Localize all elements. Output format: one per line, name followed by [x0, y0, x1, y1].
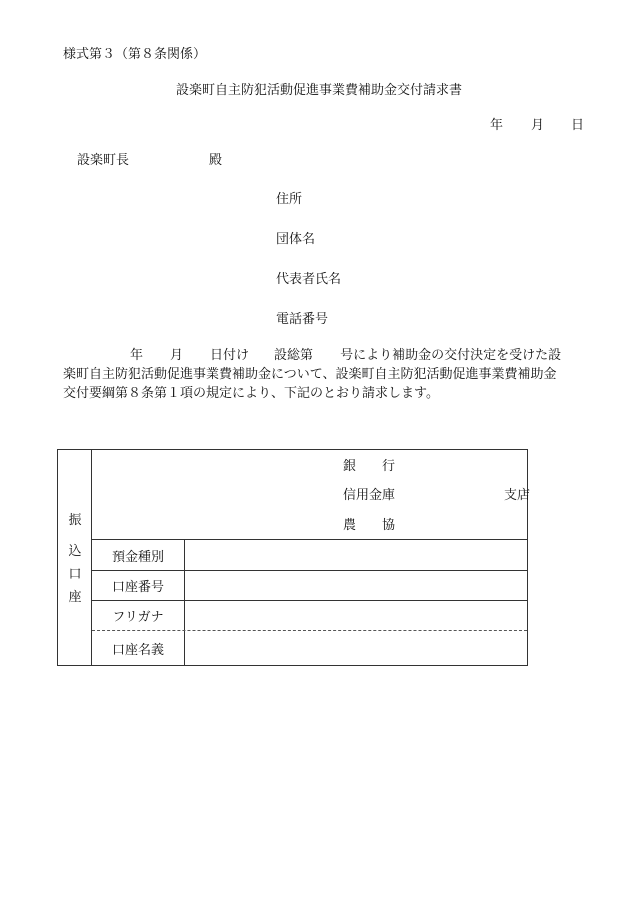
date-year: 年 — [490, 118, 504, 133]
body-ref-prefix: 設総第 — [274, 348, 314, 363]
representative-label: 代表者氏名 — [276, 272, 342, 287]
document-title: 設楽町自主防犯活動促進事業費補助金交付請求書 — [176, 83, 463, 98]
vertical-char-4: 座 — [68, 590, 82, 605]
furigana-label: フリガナ — [92, 601, 185, 630]
bank-name-area[interactable] — [92, 450, 531, 540]
date-month: 月 — [531, 118, 545, 133]
address-label: 住所 — [276, 192, 303, 207]
deposit-type-row — [92, 540, 527, 571]
agri-coop-label: 農 協 — [343, 518, 396, 533]
account-number-row — [92, 571, 527, 601]
furigana-row — [92, 601, 527, 631]
body-year: 年 — [130, 348, 144, 363]
body-month: 月 — [170, 348, 184, 363]
bank-account-table — [57, 449, 531, 666]
furigana-field[interactable] — [185, 601, 527, 630]
account-number-label: 口座番号 — [92, 571, 185, 600]
deposit-type-label: 預金種別 — [92, 540, 185, 570]
body-ref-suffix: 号により補助金の交付決定を受けた設 — [340, 348, 562, 363]
paragraph-line-1 — [63, 346, 583, 365]
account-holder-row — [92, 631, 527, 665]
addressee-name: 設楽町長 — [77, 153, 130, 168]
credit-union-label: 信用金庫 — [343, 488, 396, 503]
deposit-type-field[interactable] — [185, 540, 527, 570]
account-holder-label: 口座名義 — [92, 631, 185, 665]
addressee-honorific: 殿 — [209, 153, 223, 168]
form-number: 様式第３（第８条関係） — [63, 47, 207, 62]
bank-label: 銀 行 — [343, 459, 396, 474]
date-day: 日 — [571, 118, 585, 133]
paragraph-line-3: 交付要綱第８条第１項の規定により、下記のとおり請求します。 — [63, 386, 439, 401]
branch-label: 支店 — [504, 488, 531, 503]
body-dated: 日付け — [210, 348, 250, 363]
vertical-char-1: 振 — [68, 513, 82, 528]
paragraph-line-2: 楽町自主防犯活動促進事業費補助金について、設楽町自主防犯活動促進事業費補助金 — [63, 367, 557, 382]
transfer-account-vertical-label — [58, 450, 92, 665]
account-holder-field[interactable] — [185, 631, 527, 665]
account-number-field[interactable] — [185, 571, 527, 600]
request-paragraph — [63, 346, 583, 403]
vertical-char-2: 込 — [68, 544, 82, 559]
phone-label: 電話番号 — [276, 312, 329, 327]
vertical-char-3: 口 — [68, 567, 82, 582]
group-name-label: 団体名 — [276, 232, 316, 247]
